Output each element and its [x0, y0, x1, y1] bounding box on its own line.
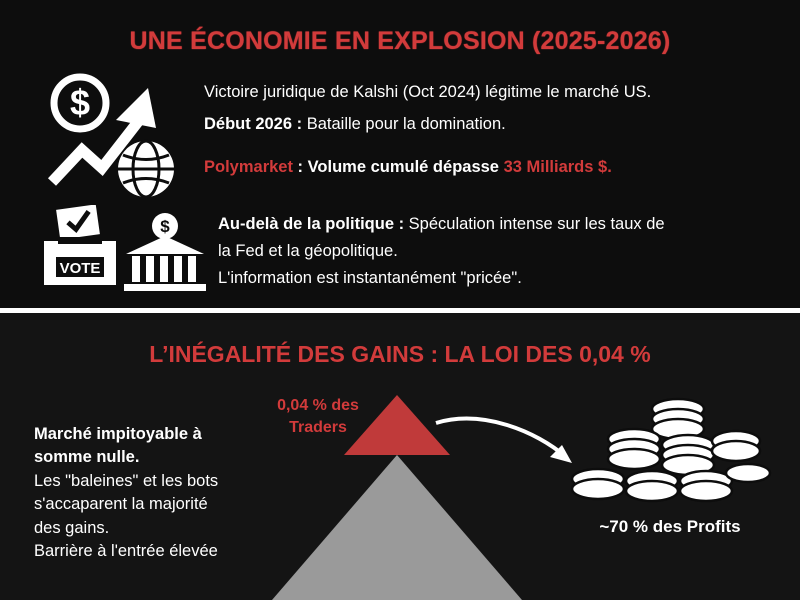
- coin-stacks-icon: [560, 395, 775, 525]
- economy-line-3-mid: : Volume cumulé dépasse: [292, 158, 504, 177]
- svg-text:$: $: [69, 82, 91, 123]
- section-one-title: UNE ÉCONOMIE EN EXPLOSION (2025-2026): [129, 27, 671, 55]
- market-line-5: des gains.: [34, 518, 110, 537]
- section-one-text-block-2: [218, 212, 783, 292]
- economy-line-3: [204, 155, 784, 181]
- economy-line-2-rest: Bataille pour la domination.: [302, 114, 506, 133]
- section-two-text-block: [34, 423, 266, 564]
- market-line-4: s'accaparent la majorité: [34, 495, 208, 514]
- pyramid-label-line-1: 0,04 % des: [277, 397, 359, 414]
- volume-value: 33 Milliards $.: [503, 158, 612, 177]
- politics-line-2: la Fed et la géopolitique.: [218, 241, 398, 260]
- section-two-title: L’INÉGALITÉ DES GAINS : LA LOI DES 0,04 %: [149, 341, 651, 367]
- politics-line-3: L'information est instantanément "pricée".: [218, 268, 522, 287]
- market-line-6: Barrière à l'entrée élevée: [34, 542, 218, 561]
- economy-line-1: Victoire juridique de Kalshi (Oct 2024) légitime le marché US.: [204, 83, 652, 101]
- market-line-1: Marché impitoyable à: [34, 425, 202, 443]
- politics-lead: Au-delà de la politique :: [218, 215, 405, 233]
- profit-share-label: ~70 % des Profits: [599, 517, 741, 536]
- politics-line-1: [218, 212, 783, 237]
- svg-text:$: $: [160, 217, 170, 236]
- pyramid-top-label: [258, 395, 378, 438]
- market-line-2: somme nulle.: [34, 448, 140, 467]
- bank-institution-icon: [120, 212, 210, 292]
- market-line-3: Les "baleines" et les bots: [34, 471, 219, 490]
- section-inequality: [0, 313, 800, 600]
- politics-rest: Spéculation intense sur les taux de: [404, 215, 665, 233]
- pyramid-label-line-2: Traders: [289, 418, 347, 436]
- section-one-text-block-1: [204, 80, 784, 187]
- polymarket-brand: Polymarket: [204, 158, 293, 177]
- economy-line-2: [204, 112, 784, 138]
- globe-icon: [115, 138, 177, 200]
- vote-label: VOTE: [59, 260, 101, 277]
- economy-line-2-bold: Début 2026 :: [204, 114, 303, 133]
